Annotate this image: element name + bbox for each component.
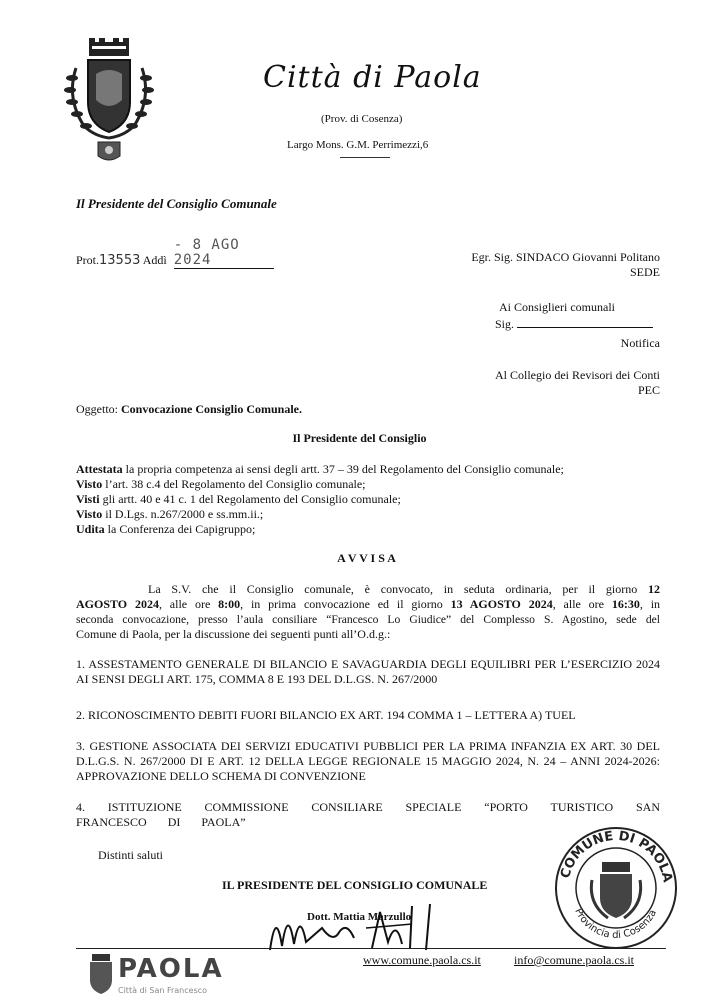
subject-line xyxy=(76,402,302,417)
recipient-revisori-name: Al Collegio dei Revisori dei Conti xyxy=(495,368,660,382)
recipient-consiglieri-label: Ai Consiglieri comunali xyxy=(499,300,615,314)
recipient-revisori xyxy=(440,368,660,398)
agenda-item-1: 1. ASSESTAMENTO GENERALE DI BILANCIO E SAVAGUARDIA DEGLI EQUILIBRI PER L’ESERCIZIO 2024 AI SENSI DEGLI ART. 175, COMMA 8 E 193 DEL D.L.GS. N. 267/2000 xyxy=(76,657,660,686)
seal-bottom-text: Provincia di Cosenza xyxy=(572,906,659,942)
addi-label: Addì xyxy=(142,253,167,267)
city-crest-logo xyxy=(64,38,154,166)
subject-label: Oggetto: xyxy=(76,402,118,416)
agenda-item-3: 3. GESTIONE ASSOCIATA DEI SERVIZI EDUCATIVI PUBBLICI PER LA PRIMA INFANZIA EX ART. 30 DEL D.L.G.S. N. 267/2000 DI E ART. 12 DELLA LEGGE REGIONALE 15 MAGGIO 2024, N. 24 – ANNI 2024-2026: APPROVAZIONE DELLO SCHEMA DI CONVENZIONE xyxy=(76,739,660,783)
agenda-item-4: 4. ISTITUZIONE COMMISSIONE CONSILIARE SPECIALE “PORTO TURISTICO SAN FRANCESCO DI PAOLA” xyxy=(76,800,660,829)
email-link[interactable]: info@comune.paola.cs.it xyxy=(514,953,635,967)
handwritten-signature xyxy=(262,898,462,954)
signer-name-text: Dott. Mattia Marzullo xyxy=(307,911,412,923)
signature-title xyxy=(222,878,487,893)
agenda-item-2: 2. RICONOSCIMENTO DEBITI FUORI BILANCIO EX ART. 194 COMMA 1 – LETTERA A) TUEL xyxy=(76,708,576,722)
subject-text: Convocazione Consiglio Comunale. xyxy=(121,402,303,416)
premise-item: Attestata la propria competenza ai sensi degli artt. 37 – 39 del Regolamento del Consiglio comunale; xyxy=(76,462,564,476)
section-heading xyxy=(0,431,719,446)
premise-item: Udita la Conferenza dei Capigruppo; xyxy=(76,522,256,536)
recipient-sindaco xyxy=(440,250,660,280)
province-label: (Prov. di Cosenza) xyxy=(321,113,403,125)
premise-item: Visto l’art. 38 c.4 del Regolamento del Consiglio comunale; xyxy=(76,477,366,491)
website-link[interactable]: www.comune.paola.cs.it xyxy=(363,953,481,967)
convocation-paragraph xyxy=(76,582,660,642)
sig-label: Sig. xyxy=(495,317,515,331)
footer-logo-sub: Città di San Francesco xyxy=(118,986,208,995)
recipient-sindaco-sede: SEDE xyxy=(630,265,660,279)
avvisa-heading xyxy=(0,551,719,566)
paragraph-line: seconda convocazione, presso l’aula consiliare “Francesco Lo Giudice” del Complesso S. Agostino, sede del xyxy=(76,613,660,626)
office-address: Largo Mons. G.M. Perrimezzi,6 xyxy=(287,139,429,151)
premises-list xyxy=(76,462,676,537)
signer-name xyxy=(307,910,411,924)
footer-crest-icon xyxy=(88,954,114,994)
address-underline xyxy=(340,157,390,158)
section-heading-text: Il Presidente del Consiglio xyxy=(292,431,427,445)
recipient-sig-line xyxy=(495,317,660,332)
recipient-consiglieri xyxy=(495,300,660,351)
premise-item: Visti gli artt. 40 e 41 c. 1 del Regolamento del Consiglio comunale; xyxy=(76,492,401,506)
city-title: Città di Paola xyxy=(263,60,482,95)
official-seal xyxy=(552,824,680,952)
paragraph-line: Comune di Paola, per la discussione dei seguenti punti all’O.d.g.: xyxy=(76,627,391,641)
prot-number: 13553 xyxy=(99,253,141,268)
sig-blank xyxy=(517,327,653,328)
recipient-revisori-pec: PEC xyxy=(637,383,660,397)
prot-label: Prot. xyxy=(76,253,100,267)
signature-title-text: IL PRESIDENTE DEL CONSIGLIO COMUNALE xyxy=(222,878,488,892)
premise-item: Visto il D.Lgs. n.267/2000 e ss.mm.ii.; xyxy=(76,507,264,521)
paragraph-line: La S.V. che il Consiglio comunale, è convocato, in seduta ordinaria, per il giorno 12 xyxy=(148,582,660,596)
date-stamp: - 8 AGO 2024 xyxy=(174,238,274,269)
office-heading: Il Presidente del Consiglio Comunale xyxy=(76,196,277,211)
recipient-notifica: Notifica xyxy=(620,336,660,350)
paragraph-line: AGOSTO 2024, alle ore 8:00, in prima convocazione ed il giorno 13 AGOSTO 2024, alle ore 16:30, in xyxy=(76,597,661,611)
footer-divider xyxy=(76,948,666,949)
footer-logo-text: PAOLA xyxy=(118,954,224,984)
seal-top-text: COMUNE DI PAOLA xyxy=(558,828,675,884)
recipient-sindaco-name: Egr. Sig. SINDACO Giovanni Politano xyxy=(471,250,660,264)
footer-logo xyxy=(88,954,248,1000)
closing-greeting: Distinti saluti xyxy=(98,848,164,862)
protocol-line xyxy=(76,238,274,269)
avvisa-text: A V V I S A xyxy=(337,551,396,565)
